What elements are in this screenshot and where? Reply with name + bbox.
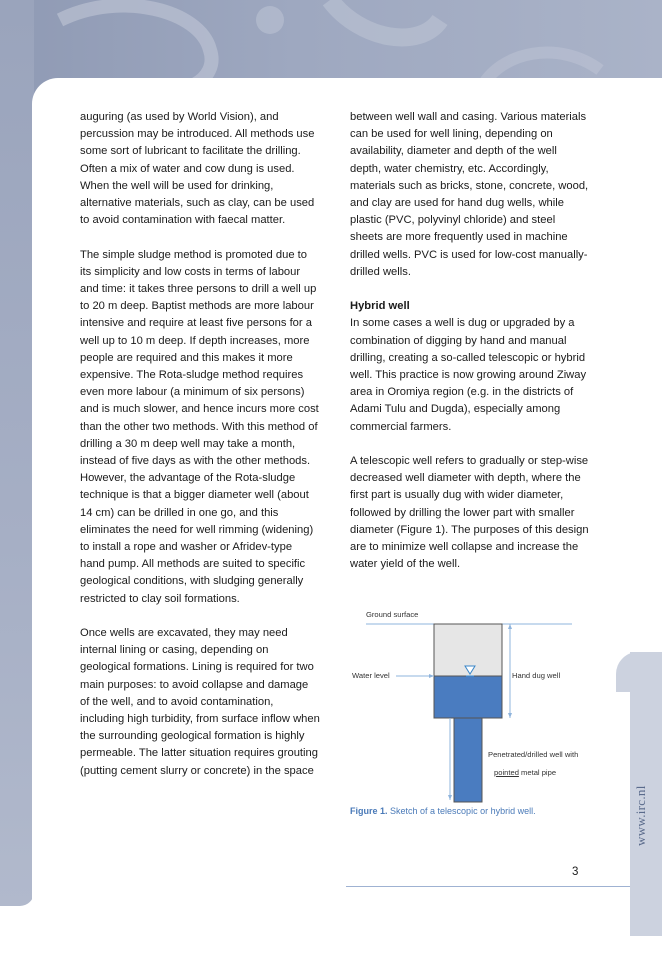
label-hand-dug-well: Hand dug well — [512, 671, 561, 680]
paragraph: between well wall and casing. Various materials can be used for well lining, depending on availability, diameter and depth of the well depth, water chemistry, etc. Accordingly, materials such as bricks, stone, concrete, wood, and clay are used for hand dug wells, while plastic (PVC, polyvinyl chloride) and steel sheets are more frequently used in machine drilled wells. PVC is used for low-cost manually-drilled wells. — [350, 111, 589, 278]
label-pointed-word: pointed — [494, 768, 519, 777]
label-water-level: Water level — [352, 671, 390, 680]
water-filled-section — [434, 676, 502, 718]
paragraph: In some cases a well is dug or upgraded by a combination of digging by hand and manual drilling, creating a so-called telescopic or hybrid well. This practice is now growing around Ziway area in Oromiya region (e.g. in the districts of Adami Tulu and Dugda), especially among commercial farmers. — [350, 317, 587, 433]
figure-caption-label: Figure 1. — [350, 806, 388, 816]
arrow-down-icon — [448, 795, 452, 800]
arrow-down-icon — [508, 713, 512, 718]
label-metal-pipe-rest: metal pipe — [518, 768, 557, 777]
left-text-column — [80, 109, 320, 797]
page-number: 3 — [572, 866, 579, 878]
arrow-up-icon — [508, 624, 512, 629]
figure-caption-text: Sketch of a telescopic or hybrid well. — [387, 806, 536, 816]
website-link[interactable]: www.irc.nl — [633, 785, 648, 846]
drilled-well-pipe — [454, 718, 482, 802]
paragraph: Once wells are excavated, they may need internal lining or casing, depending on geological formations. Lining is required for two main purposes: to avoid collapse and damage of the well, and to avoid contamination, including high turbidity, from surface inflow when the surrounding geological formation is highly permeable. The latter situation requires grouting (putting cement slurry or concrete) in the space — [80, 627, 320, 777]
paragraph: auguring (as used by World Vision), and percussion may be introduced. All methods use some sort of lubricant to facilitate the drilling. Often a mix of water and cow dung is used. When the well will be used for drinking, alternative materials, such as clay, can be used to avoid contamination with faecal matter. — [80, 111, 315, 227]
label-drilled-well: Penetrated/drilled well with — [488, 750, 579, 759]
water-level-arrow-icon — [429, 674, 434, 678]
label-metal-pipe — [494, 768, 556, 777]
right-text-column — [350, 109, 590, 591]
paragraph: A telescopic well refers to gradually or step-wise decreased well diameter with depth, where the first part is usually dug with wider diameter, followed by drilling the lower part with smaller diameter (Figure 1). The purposes of this design are to minimize well collapse and increase the water yield of the well. — [350, 455, 589, 571]
figure-caption — [350, 806, 536, 816]
figure-telescopic-well — [348, 604, 588, 824]
section-heading: Hybrid well — [350, 300, 410, 313]
paragraph: The simple sludge method is promoted due to its simplicity and low costs in terms of labour and time: it takes three persons to drill a well up to 20 m deep. Baptist methods are more labour intensive and require at least five persons for a well up to 10 m deep. If depth increases, more people are required and this makes it more expensive. The Rota-sludge method requires even more labour (a minimum of six persons) and is much slower, and hence incurs more cost than the other two methods. With this method of drilling a 30 m deep well may take a month, instead of five days as with the other methods. However, the advantage of the Rota-sludge technique is that a bigger diameter well (about 14 cm) can be drilled in one go, and this eliminates the need for well rimming (widening) to install a rope and washer or Afridev-type hand pump. All methods are suited to specific geological conditions, with sludging generally restricted to clay soil formations. — [80, 248, 319, 605]
label-ground-surface: Ground surface — [366, 610, 419, 619]
footer-rule — [346, 886, 630, 887]
